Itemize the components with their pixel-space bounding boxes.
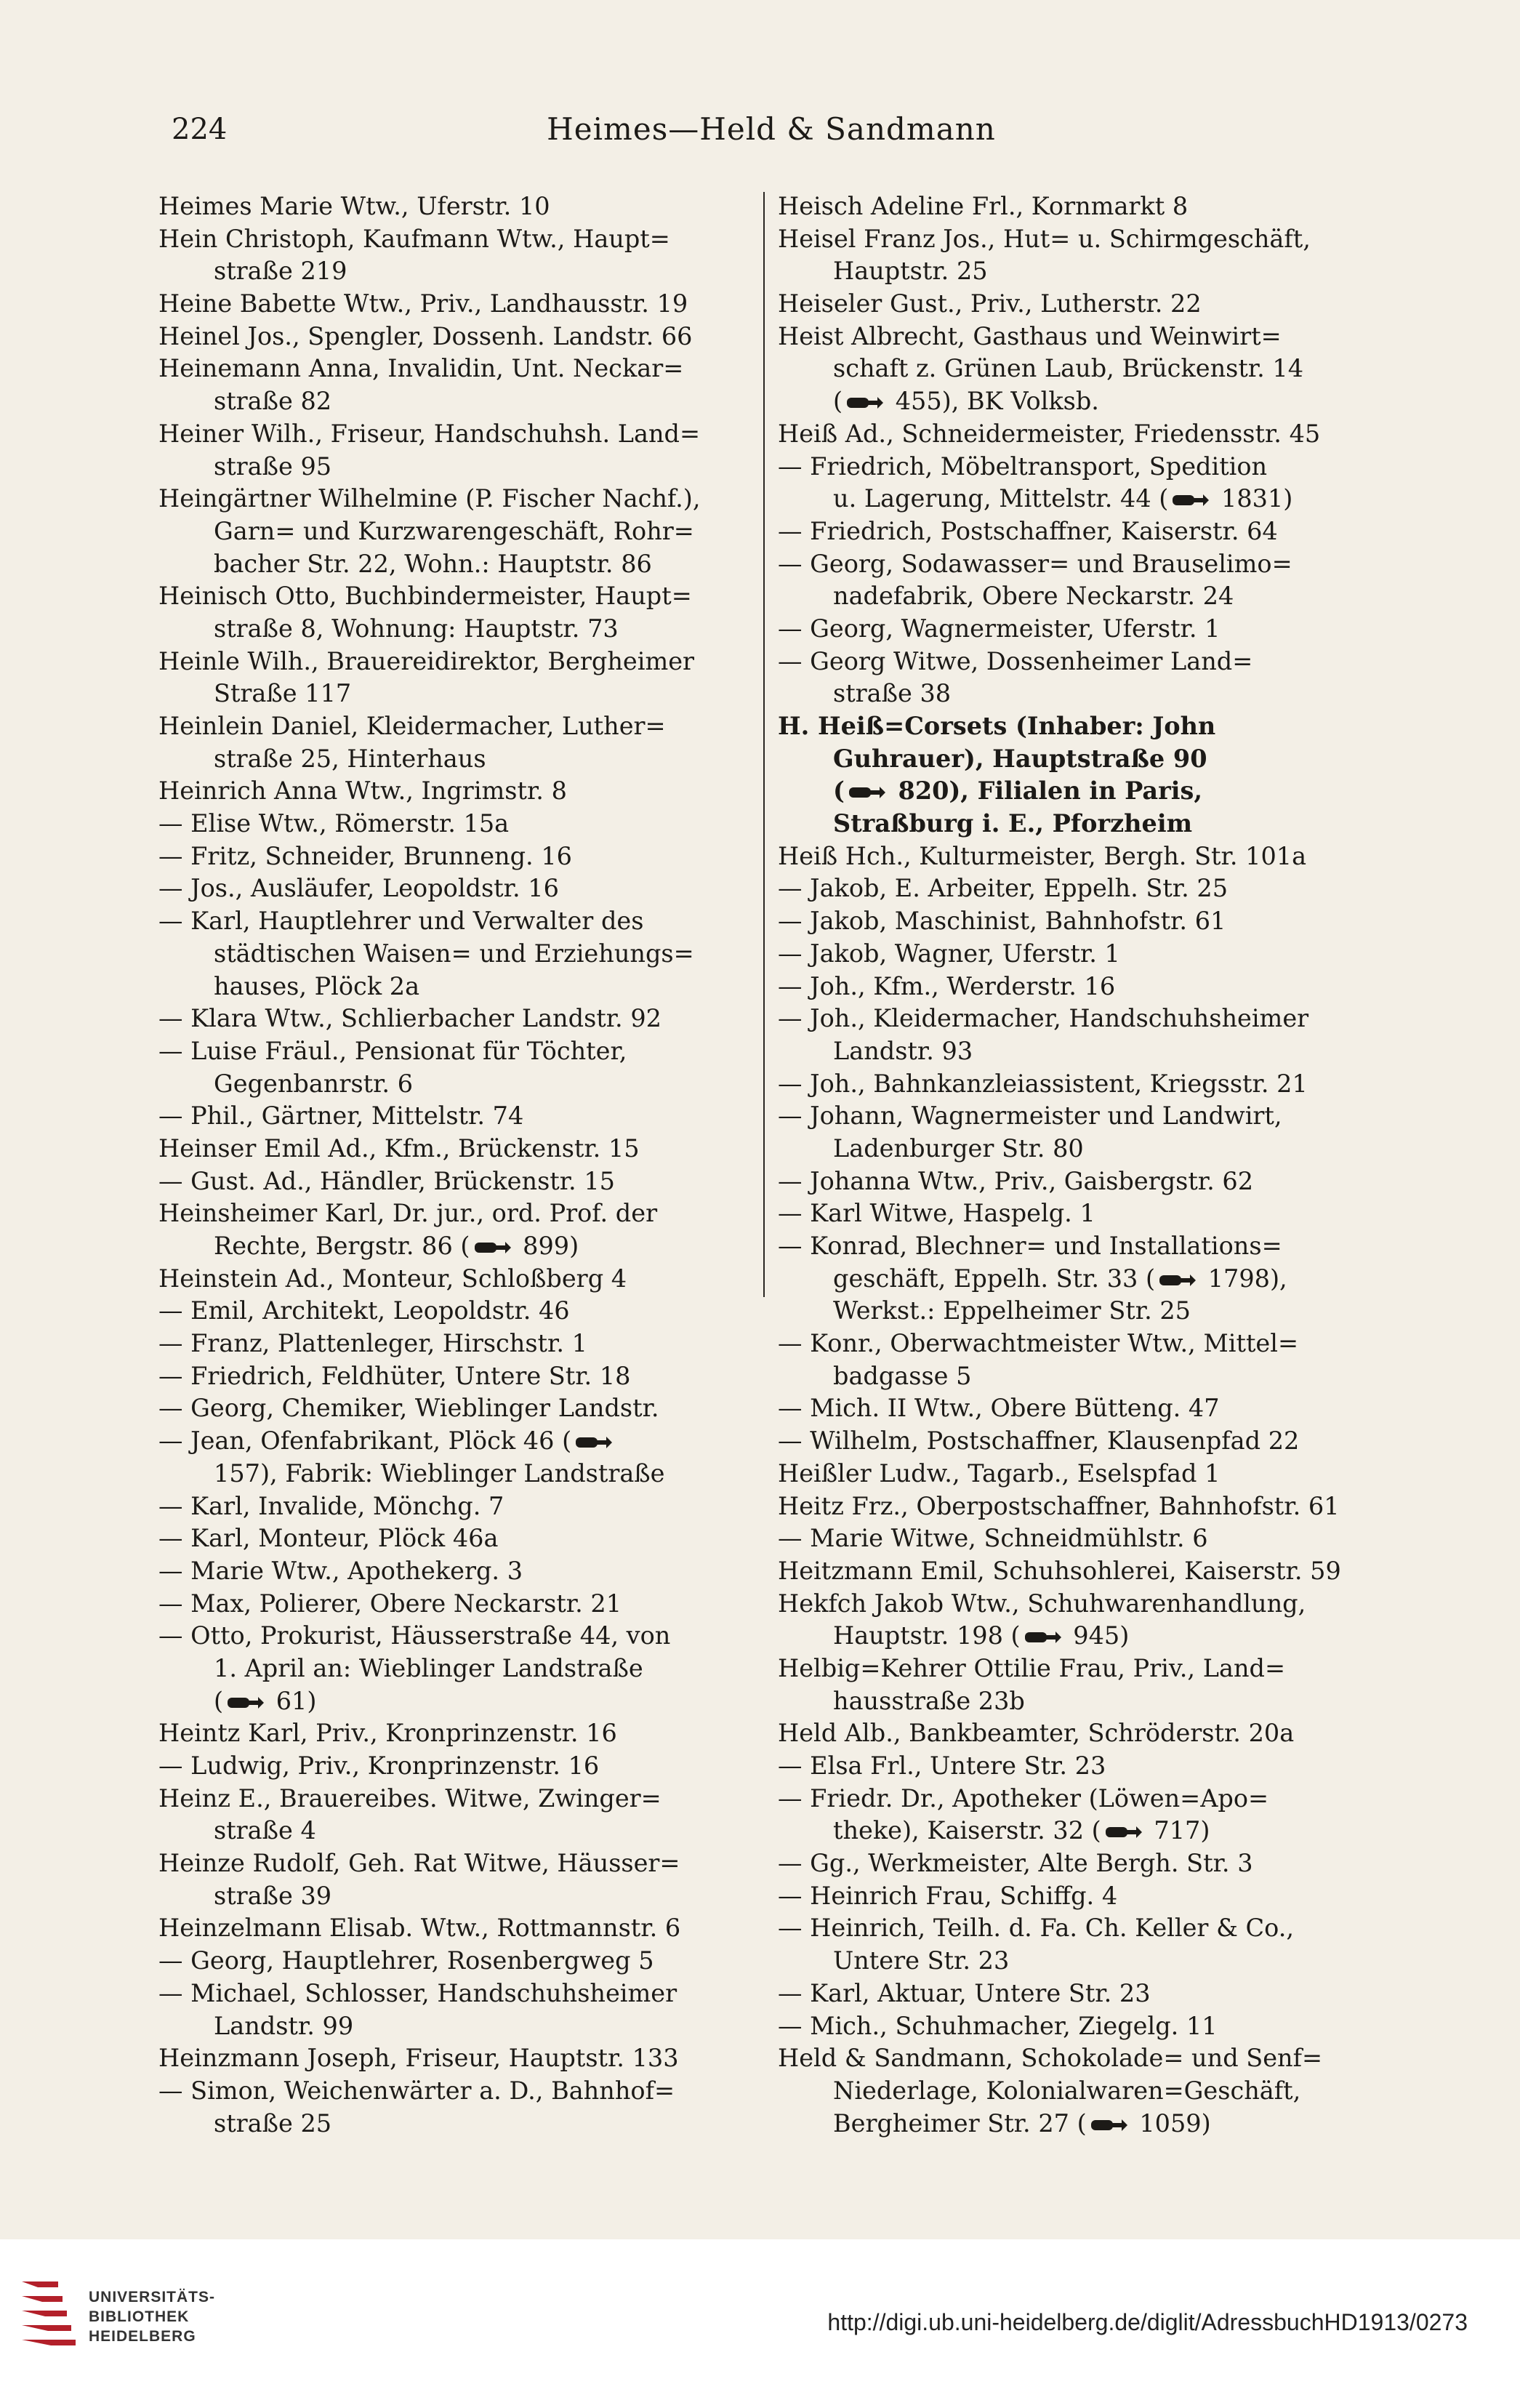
left-column: [158, 190, 737, 2168]
entry-line: — Michael, Schlosser, Handschuhsheimer: [158, 1978, 677, 2007]
directory-entry: [158, 1425, 737, 1490]
entry-line: bacher Str. 22, Wohn.: Hauptstr. 86: [214, 549, 652, 578]
entry-line: — Simon, Weichenwärter a. D., Bahnhof=: [158, 2076, 675, 2105]
library-logo[interactable]: [16, 2277, 263, 2379]
entry-line: — Wilhelm, Postschaffner, Klausenpfad 22: [778, 1426, 1300, 1456]
entry-line: Heinzelmann Elisab. Wtw., Rottmannstr. 6: [158, 1914, 681, 1943]
entry-line: — Karl Witwe, Haspelg. 1: [778, 1199, 1095, 1228]
entry-line: Heiseler Gust., Priv., Lutherstr. 22: [778, 289, 1202, 318]
directory-entry: [778, 1425, 1356, 1458]
directory-entry: [158, 905, 737, 1003]
entry-line: Werkst.: Eppelheimer Str. 25: [833, 1296, 1191, 1325]
entry-line: straße 25: [214, 2108, 332, 2138]
directory-entry: [158, 646, 737, 710]
entry-line: Rechte, Bergstr. 86 ( 899): [214, 1232, 579, 1260]
entry-line: — Joh., Bahnkanzleiassistent, Kriegsstr. 21: [778, 1069, 1308, 1098]
directory-entry: [158, 2075, 737, 2140]
entry-line: — Karl, Aktuar, Untere Str. 23: [778, 1978, 1151, 2007]
directory-entry: [158, 321, 737, 353]
entry-line: städtischen Waisen= und Erziehungs=: [214, 939, 694, 968]
entry-line: Hauptstr. 25: [833, 257, 988, 286]
entry-line: — Friedrich, Postschaffner, Kaiserstr. 64: [778, 516, 1278, 545]
directory-entry: [158, 288, 737, 321]
entry-line: straße 25, Hinterhaus: [214, 744, 486, 773]
entry-line: — Jakob, Wagner, Uferstr. 1: [778, 939, 1120, 968]
directory-entry: [158, 1620, 737, 1717]
directory-entry: [778, 938, 1356, 971]
entry-line: — Max, Polierer, Obere Neckarstr. 21: [158, 1589, 622, 1618]
directory-entry: [158, 1945, 737, 1978]
directory-entry: [778, 1230, 1356, 1328]
entry-line: — Johanna Wtw., Priv., Gaisbergstr. 62: [778, 1166, 1254, 1195]
entry-line: Guhrauer), Hauptstraße 90: [833, 744, 1207, 773]
entry-line: Held & Sandmann, Schokolade= und Senf=: [778, 2044, 1323, 2073]
directory-entry: [778, 646, 1356, 710]
entry-line: — Marie Wtw., Apothekerg. 3: [158, 1556, 523, 1585]
entry-line: Garn= und Kurzwarengeschäft, Rohr=: [214, 516, 694, 545]
entry-line: ( 61): [214, 1686, 317, 1715]
directory-entry: [778, 1588, 1356, 1653]
directory-entry: [778, 971, 1356, 1003]
directory-entry: [778, 418, 1356, 451]
logo-line: BIBLIOTHEK: [89, 2308, 190, 2325]
entry-line: — Karl, Monteur, Plöck 46a: [158, 1524, 499, 1553]
entry-line: Bergheimer Str. 27 ( 1059): [833, 2108, 1211, 2138]
directory-entry: [778, 872, 1356, 905]
entry-line: Heinemann Anna, Invalidin, Unt. Neckar=: [158, 354, 684, 383]
directory-entry: [158, 1197, 737, 1262]
directory-entry: [778, 1847, 1356, 1880]
directory-entry: [778, 1392, 1356, 1425]
telephone-icon: [1171, 491, 1210, 509]
entry-line: — Konr., Oberwachtmeister Wtw., Mittel=: [778, 1329, 1299, 1358]
entry-line: — Friedrich, Feldhüter, Untere Str. 18: [158, 1361, 631, 1390]
entry-line: — Friedr. Dr., Apotheker (Löwen=Apo=: [778, 1783, 1269, 1813]
telephone-icon: [1090, 2116, 1129, 2134]
entry-line: schaft z. Grünen Laub, Brückenstr. 14: [833, 354, 1304, 383]
entry-line: — Georg, Hauptlehrer, Rosenbergweg 5: [158, 1946, 654, 1975]
entry-line: — Ludwig, Priv., Kronprinzenstr. 16: [158, 1751, 600, 1780]
directory-entry: [158, 808, 737, 840]
entry-line: — Gg., Werkmeister, Alte Bergh. Str. 3: [778, 1849, 1253, 1878]
entry-line: — Georg, Wagnermeister, Uferstr. 1: [778, 614, 1221, 643]
entry-line: Heinstein Ad., Monteur, Schloßberg 4: [158, 1264, 627, 1293]
directory-entry: [778, 1750, 1356, 1783]
entry-line: — Elise Wtw., Römerstr. 15a: [158, 809, 510, 838]
entry-line: straße 8, Wohnung: Hauptstr. 73: [214, 614, 619, 643]
entry-line: — Fritz, Schneider, Brunneng. 16: [158, 841, 572, 870]
entry-line: Heist Albrecht, Gasthaus und Weinwirt=: [778, 321, 1282, 350]
entry-line: — Georg, Chemiker, Wieblinger Landstr.: [158, 1394, 659, 1423]
entry-line: — Mich. II Wtw., Obere Bütteng. 47: [778, 1394, 1220, 1423]
entry-line: Hauptstr. 198 ( 945): [833, 1621, 1130, 1650]
entry-line: Landstr. 93: [833, 1036, 973, 1065]
telephone-icon: [1104, 1823, 1143, 1841]
entry-line: Gegenbanrstr. 6: [214, 1069, 414, 1098]
entry-line: — Heinrich Frau, Schiffg. 4: [778, 1881, 1118, 1910]
directory-entry: [778, 190, 1356, 223]
directory-entry: [778, 1068, 1356, 1101]
entry-line: straße 4: [214, 1816, 316, 1845]
entry-line: Hekfch Jakob Wtw., Schuhwarenhandlung,: [778, 1589, 1306, 1618]
entry-line: — Mich., Schuhmacher, Ziegelg. 11: [778, 2011, 1218, 2040]
directory-entry: [778, 1880, 1356, 1913]
entry-line: — Konrad, Blechner= und Installations=: [778, 1232, 1282, 1260]
entry-line: — Elsa Frl., Untere Str. 23: [778, 1751, 1106, 1780]
entry-line: Heinlein Daniel, Kleidermacher, Luther=: [158, 712, 666, 740]
entry-line: badgasse 5: [833, 1361, 972, 1390]
entry-line: Heisel Franz Jos., Hut= u. Schirmgeschäft,: [778, 224, 1311, 253]
directory-entry: [778, 451, 1356, 515]
column-divider: [763, 192, 765, 1297]
telephone-icon: [473, 1239, 512, 1256]
directory-entry: [778, 1555, 1356, 1588]
entry-line: Heitz Frz., Oberpostschaffner, Bahnhofstr. 61: [778, 1491, 1340, 1520]
entry-line: Held Alb., Bankbeamter, Schröderstr. 20a: [778, 1719, 1295, 1748]
directory-entry: [158, 710, 737, 775]
directory-entry: [158, 1588, 737, 1621]
entry-line: Heingärtner Wilhelmine (P. Fischer Nachf.),: [158, 484, 701, 513]
directory-entry: [158, 1490, 737, 1523]
entry-line: H. Heiß=Corsets (Inhaber: John: [778, 712, 1216, 740]
directory-entry: [778, 1653, 1356, 1717]
directory-entry: [778, 1458, 1356, 1490]
directory-entry: [158, 580, 737, 645]
entry-line: hauses, Plöck 2a: [214, 971, 420, 1000]
entry-line: theke), Kaiserstr. 32 ( 717): [833, 1816, 1210, 1845]
entry-line: Heinel Jos., Spengler, Dossenh. Landstr. 66: [158, 321, 693, 350]
directory-entry: [158, 1847, 737, 1912]
entry-line: — Luise Fräul., Pensionat für Töchter,: [158, 1036, 627, 1065]
directory-entry: [158, 1392, 737, 1425]
entry-line: Heinser Emil Ad., Kfm., Brückenstr. 15: [158, 1133, 640, 1163]
entry-line: Heinrich Anna Wtw., Ingrimstr. 8: [158, 776, 567, 806]
entry-line: — Klara Wtw., Schlierbacher Landstr. 92: [158, 1004, 662, 1033]
directory-entry: [778, 288, 1356, 321]
entry-line: ( 820), Filialen in Paris,: [833, 776, 1202, 806]
entry-line: Heiß Hch., Kulturmeister, Bergh. Str. 101a: [778, 841, 1307, 870]
directory-entry: [158, 1717, 737, 1750]
entry-line: Heinisch Otto, Buchbindermeister, Haupt=: [158, 582, 692, 611]
entry-line: — Joh., Kfm., Werderstr. 16: [778, 971, 1116, 1000]
directory-entry: [158, 1750, 737, 1783]
library-logo-icon: [16, 2277, 81, 2357]
entry-line: — Jean, Ofenfabrikant, Plöck 46 (: [158, 1425, 737, 1458]
directory-entry: [778, 1717, 1356, 1750]
directory-entry: [778, 840, 1356, 873]
entry-line: — Karl, Invalide, Mönchg. 7: [158, 1491, 504, 1520]
entry-line: straße 82: [214, 387, 332, 416]
entry-line: Heinle Wilh., Brauereidirektor, Bergheimer: [158, 646, 695, 675]
directory-entry: [778, 1197, 1356, 1230]
library-logo-text: [89, 2287, 215, 2346]
entry-line: nadefabrik, Obere Neckarstr. 24: [833, 582, 1234, 611]
directory-entry: [158, 1360, 737, 1393]
directory-entry: [778, 1328, 1356, 1392]
entry-line: — Marie Witwe, Schneidmühlstr. 6: [778, 1524, 1208, 1553]
directory-entry: [158, 353, 737, 417]
entry-line: Heinze Rudolf, Geh. Rat Witwe, Häusser=: [158, 1849, 680, 1878]
entry-line: u. Lagerung, Mittelstr. 44 ( 1831): [833, 484, 1293, 513]
directory-entry: [778, 1100, 1356, 1165]
directory-entry: [778, 1783, 1356, 1847]
entry-line: 157), Fabrik: Wieblinger Landstraße: [214, 1458, 665, 1488]
entry-line: 1. April an: Wieblinger Landstraße: [214, 1653, 643, 1682]
entry-line: — Joh., Kleidermacher, Handschuhsheimer: [778, 1004, 1309, 1033]
directory-entry: [158, 1035, 737, 1100]
entry-line: — Otto, Prokurist, Häusserstraße 44, von: [158, 1621, 671, 1650]
entry-line: straße 38: [833, 679, 952, 708]
source-url[interactable]: http://digi.ub.uni-heidelberg.de/diglit/AdressbuchHD1913/0273: [827, 2309, 1468, 2335]
directory-entry: [158, 1133, 737, 1165]
entry-line: ( 455), BK Volksb.: [833, 387, 1099, 416]
directory-entry: [158, 1912, 737, 1945]
entry-line: — Emil, Architekt, Leopoldstr. 46: [158, 1296, 570, 1325]
entry-line: straße 95: [214, 452, 332, 481]
directory-entry: [778, 1912, 1356, 1977]
telephone-icon: [848, 784, 887, 801]
entry-line: — Karl, Hauptlehrer und Verwalter des: [158, 907, 644, 936]
directory-entry: [778, 1165, 1356, 1198]
directory-entry: [158, 1555, 737, 1588]
directory-entry: [158, 190, 737, 223]
entry-line: Niederlage, Kolonialwaren=Geschäft,: [833, 2076, 1301, 2105]
directory-entry: [158, 1100, 737, 1133]
entry-line: Heißler Ludw., Tagarb., Eselspfad 1: [778, 1458, 1221, 1488]
entry-line: hausstraße 23b: [833, 1686, 1025, 1715]
directory-entry: [778, 1522, 1356, 1555]
entry-line: Untere Str. 23: [833, 1946, 1010, 1975]
directory-entry: [778, 1003, 1356, 1067]
directory-entry: [158, 1783, 737, 1847]
page-number: 224: [172, 113, 228, 146]
directory-entry: [158, 1328, 737, 1360]
directory-entry: [778, 223, 1356, 288]
right-column: [778, 190, 1356, 2168]
telephone-icon: [226, 1694, 265, 1711]
entry-line: — Jakob, E. Arbeiter, Eppelh. Str. 25: [778, 874, 1229, 903]
entry-line: straße 219: [214, 257, 347, 286]
directory-entry: [158, 2042, 737, 2075]
directory-entry: [158, 840, 737, 873]
entry-line: Straßburg i. E., Pforzheim: [833, 809, 1193, 838]
entry-line: Heinsheimer Karl, Dr. jur., ord. Prof. der: [158, 1199, 658, 1228]
entry-line: — Phil., Gärtner, Mittelstr. 74: [158, 1101, 524, 1131]
telephone-icon: [1024, 1629, 1063, 1646]
entry-line: — Friedrich, Möbeltransport, Spedition: [778, 452, 1268, 481]
entry-line: geschäft, Eppelh. Str. 33 ( 1798),: [833, 1264, 1287, 1293]
logo-line: HEIDELBERG: [89, 2328, 196, 2345]
entry-line: — Georg Witwe, Dossenheimer Land=: [778, 646, 1253, 675]
directory-entry: [158, 418, 737, 483]
advertisement-entry: [778, 710, 1356, 840]
directory-entry: [778, 2010, 1356, 2043]
entry-line: Heitzmann Emil, Schuhsohlerei, Kaiserstr. 59: [778, 1556, 1341, 1585]
directory-entry: [158, 1165, 737, 1198]
entry-line: Straße 117: [214, 679, 352, 708]
directory-entry: [158, 872, 737, 905]
directory-entry: [778, 321, 1356, 418]
footer: [0, 2239, 1520, 2408]
directory-entry: [158, 1263, 737, 1296]
running-head: Heimes—Held & Sandmann: [547, 111, 996, 147]
entry-line: Heinzmann Joseph, Friseur, Hauptstr. 133: [158, 2044, 679, 2073]
entry-line: Heintz Karl, Priv., Kronprinzenstr. 16: [158, 1719, 617, 1748]
directory-entry: [158, 223, 737, 288]
directory-entry: [778, 613, 1356, 646]
directory-entry: [158, 1978, 737, 2042]
entry-line: — Heinrich, Teilh. d. Fa. Ch. Keller & Co.,: [778, 1914, 1295, 1943]
directory-entry: [778, 1978, 1356, 2010]
entry-line: Heine Babette Wtw., Priv., Landhausstr. 19: [158, 289, 688, 318]
directory-entry: [778, 2042, 1356, 2140]
entry-line: — Gust. Ad., Händler, Brückenstr. 15: [158, 1166, 615, 1195]
directory-entry: [158, 775, 737, 808]
directory-entry: [778, 905, 1356, 938]
entry-line: Heisch Adeline Frl., Kornmarkt 8: [778, 192, 1189, 220]
entry-line: Heinz E., Brauereibes. Witwe, Zwinger=: [158, 1783, 662, 1813]
entry-line: Heiner Wilh., Friseur, Handschuhsh. Land=: [158, 419, 701, 448]
directory-entry: [778, 548, 1356, 613]
entry-line: Heiß Ad., Schneidermeister, Friedensstr. 45: [778, 419, 1321, 448]
entry-line: Heimes Marie Wtw., Uferstr. 10: [158, 192, 550, 220]
entry-line: Hein Christoph, Kaufmann Wtw., Haupt=: [158, 224, 670, 253]
entry-line: Ladenburger Str. 80: [833, 1133, 1084, 1163]
entry-line: — Georg, Sodawasser= und Brauselimo=: [778, 549, 1292, 578]
directory-entry: [158, 1295, 737, 1328]
entry-line: — Jakob, Maschinist, Bahnhofstr. 61: [778, 907, 1226, 936]
directory-entry: [778, 515, 1356, 548]
telephone-icon: [574, 1434, 614, 1451]
entry-line: — Jos., Ausläufer, Leopoldstr. 16: [158, 874, 559, 903]
entry-line: — Franz, Plattenleger, Hirschstr. 1: [158, 1329, 587, 1358]
entry-line: Helbig=Kehrer Ottilie Frau, Priv., Land=: [778, 1653, 1286, 1682]
directory-entry: [158, 1003, 737, 1035]
telephone-icon: [845, 394, 885, 412]
logo-line: UNIVERSITÄTS-: [89, 2289, 216, 2305]
directory-entry: [158, 483, 737, 580]
directory-entry: [158, 1522, 737, 1555]
entry-line: Landstr. 99: [214, 2011, 354, 2040]
entry-line: straße 39: [214, 1881, 332, 1910]
entry-line: — Johann, Wagnermeister und Landwirt,: [778, 1101, 1282, 1131]
directory-entry: [778, 1490, 1356, 1523]
page-header: [172, 109, 1371, 153]
telephone-icon: [1158, 1272, 1197, 1289]
